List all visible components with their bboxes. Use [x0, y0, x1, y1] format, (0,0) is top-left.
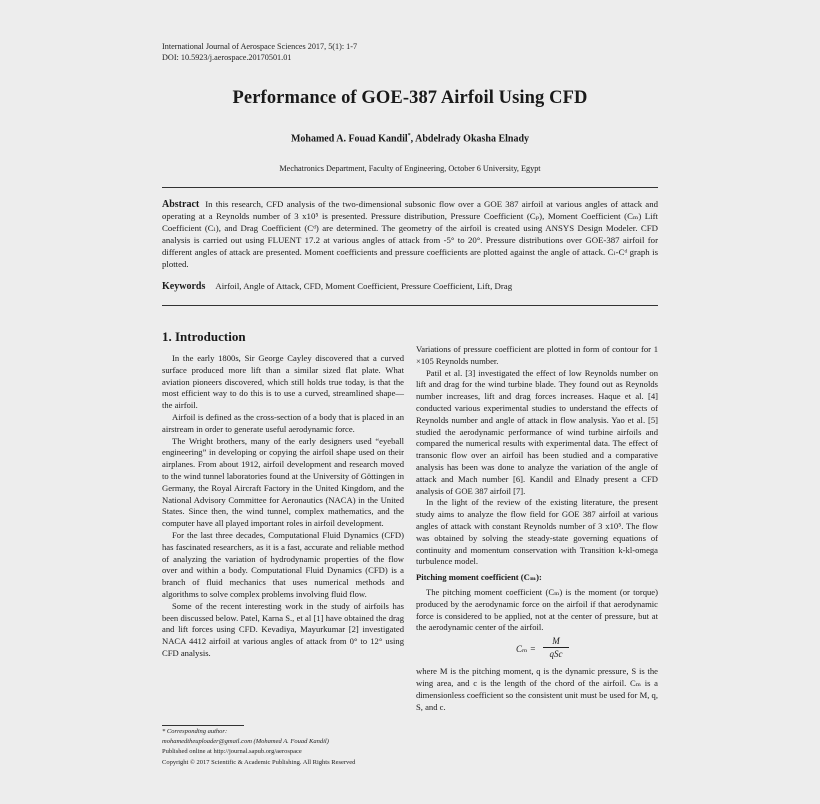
- paragraph: Some of the recent interesting work in the study of airfoils has been discussed below. Patel, Karna S., et al [1] have obtained the drag and lift forces using CFD. Kevadiya, Mayurkumar [2] investigated NACA 4412 airfoil at various angles of attack from 0° to 12° using CFD analysis.: [162, 600, 404, 658]
- journal-header: [162, 42, 357, 63]
- abstract-label: Abstract: [162, 199, 200, 210]
- footnote-divider: [162, 725, 244, 726]
- right-column: [416, 344, 658, 713]
- equation-denominator: qSc: [549, 649, 563, 660]
- paragraph: The pitching moment coefficient (Cₘ) is the moment (or torque) produced by the aerodynamic force on the airfoil if that aerodynamic force is considered to be applied, not at the center of pressure, but at the aerodynamic center of the airfoil.: [416, 586, 658, 633]
- equation-numerator: M: [543, 636, 569, 648]
- footnote: [162, 727, 422, 768]
- keywords: [162, 281, 658, 292]
- author-email: mohamedtheuploader@gmail.com (Mohamed A. Fouad Kandil): [162, 738, 329, 746]
- equation-moment-coefficient: [416, 638, 658, 662]
- doi: DOI: 10.5923/j.aerospace.20170501.01: [162, 52, 292, 62]
- left-column: [162, 353, 404, 660]
- author-2: , Abdelrady Okasha Elnady: [410, 133, 530, 145]
- paragraph: In the light of the review of the existing literature, the present study aims to analyze the flow field for GOE 387 airfoil at various angles of attack with constant Reynolds number of 3 x10⁵. The flow was obtained by solving the steady-state governing equations of continuity and momentum conservation with Transition k-kl-omega turbulence model.: [416, 497, 658, 567]
- corresponding-mark: *: [407, 133, 411, 139]
- abstract: [162, 199, 658, 270]
- divider-bottom: [162, 305, 658, 306]
- paragraph: Variations of pressure coefficient are plotted in form of contour for 1 ×105 Reynolds number.: [416, 344, 658, 366]
- paragraph: In the early 1800s, Sir George Cayley discovered that a curved surface produced more lift than a similar sized flat plate. What aviation pioneers discovered, which still holds true today, is that the most efficient way to do this is to use a curved, streamlined shape—the airfoil.: [162, 353, 404, 411]
- section-heading-introduction: 1. Introduction: [162, 329, 246, 344]
- keywords-label: Keywords: [162, 281, 206, 292]
- corresponding-author-label: * Corresponding author:: [162, 728, 228, 735]
- copyright: Copyright © 2017 Scientific & Academic Publishing. All Rights Reserved: [162, 758, 356, 766]
- subheading-pitching-moment: Pitching moment coefficient (Cₘ):: [416, 572, 542, 583]
- paragraph: For the last three decades, Computational Fluid Dynamics (CFD) has fascinated researchers, as it is a fast, accurate and reliable method of analyzing the variation of hydrodynamic properties of the flow over and within a body. Computational Fluid Dynamics (CFD) is a branch of fluid mechanics that uses numerical methods and algorithms to solve complex problems involving fluid flow.: [162, 529, 404, 599]
- author-line: [0, 133, 820, 144]
- affiliation: Mechatronics Department, Faculty of Engineering, October 6 University, Egypt: [279, 164, 541, 173]
- equation-fraction: [543, 636, 569, 660]
- author-1: Mohamed A. Fouad Kandil: [290, 133, 408, 145]
- keywords-text: Airfoil, Angle of Attack, CFD, Moment Coefficient, Pressure Coefficient, Lift, Drag: [215, 281, 513, 291]
- journal-citation: International Journal of Aerospace Sciences 2017, 5(1): 1-7: [162, 42, 358, 51]
- equation-lhs: Cₘ =: [516, 644, 536, 655]
- paper-title: Performance of GOE-387 Airfoil Using CFD: [232, 88, 588, 108]
- paragraph: Airfoil is defined as the cross-section of a body that is placed in an airstream in order to generate useful aerodynamic force.: [162, 411, 404, 434]
- divider-top: [162, 187, 658, 188]
- paragraph: Patil et al. [3] investigated the effect of low Reynolds number on lift and drag for the wind turbine blade. They found out as Reynolds number increases, lift and drag forces increases. Haque et al. [4] conducted various experimental studies to understand the effects of Reynolds number and angle of attack in flow analysis. Yao et al. [5] studied the aerodynamic performance of wind turbine airfoils and compared the numerical results with experimental data. The effect of transonic flow over an airfoil has been studied and a comparative analysis has been was done to analyze the variation of the angle of attack and Mach number [6]. Kandil and Elnady present a CFD analysis of GOE 387 airfoil [7].: [416, 367, 658, 496]
- published-online: Published online at http://journal.sapub.org/aerospace: [162, 748, 302, 756]
- paragraph: The Wright brothers, many of the early designers used “eyeball engineering” in developing or copying the airfoil shape used on their airplanes. From about 1912, airfoil development and research moved to the wind tunnel laboratories found at the University of Göttingen in Germany, the Royal Aircraft Factory in the United Kingdom, and the National Advisory Committee for Aeronautics (NACA) in the United States. Since then, the wind tunnel, complex mathematics, and the computer have all played important roles in airfoil development.: [162, 435, 404, 529]
- paragraph: where M is the pitching moment, q is the dynamic pressure, S is the wing area, and c is the length of the chord of the airfoil. Cₘ is a dimensionless coefficient so the consistent unit must be used for M, q, S, and c.: [416, 666, 658, 712]
- abstract-text: In this research, CFD analysis of the two-dimensional subsonic flow over a GOE 387 airfoil at various angles of attack and operating at a Reynolds number of 3 x10⁵ is presented. Pressure distribution, Pressure Coefficient (Cₚ), Moment Coefficient (Cₘ) Lift Coefficient (Cₗ), and Drag Coefficient (Cᵈ) are determined. The geometry of the airfoil is created using ANSYS Design Modeler. CFD analysis is carried out using FLUENT 17.2 at various angles of attack from -5° to 20°. Pressure distributions over GOE-387 airfoil for different angles of attack are presented. Moment coefficients and pressure coefficients are plotted against the angle of attack. Cₗ-Cᵈ graph is plotted.: [162, 199, 658, 269]
